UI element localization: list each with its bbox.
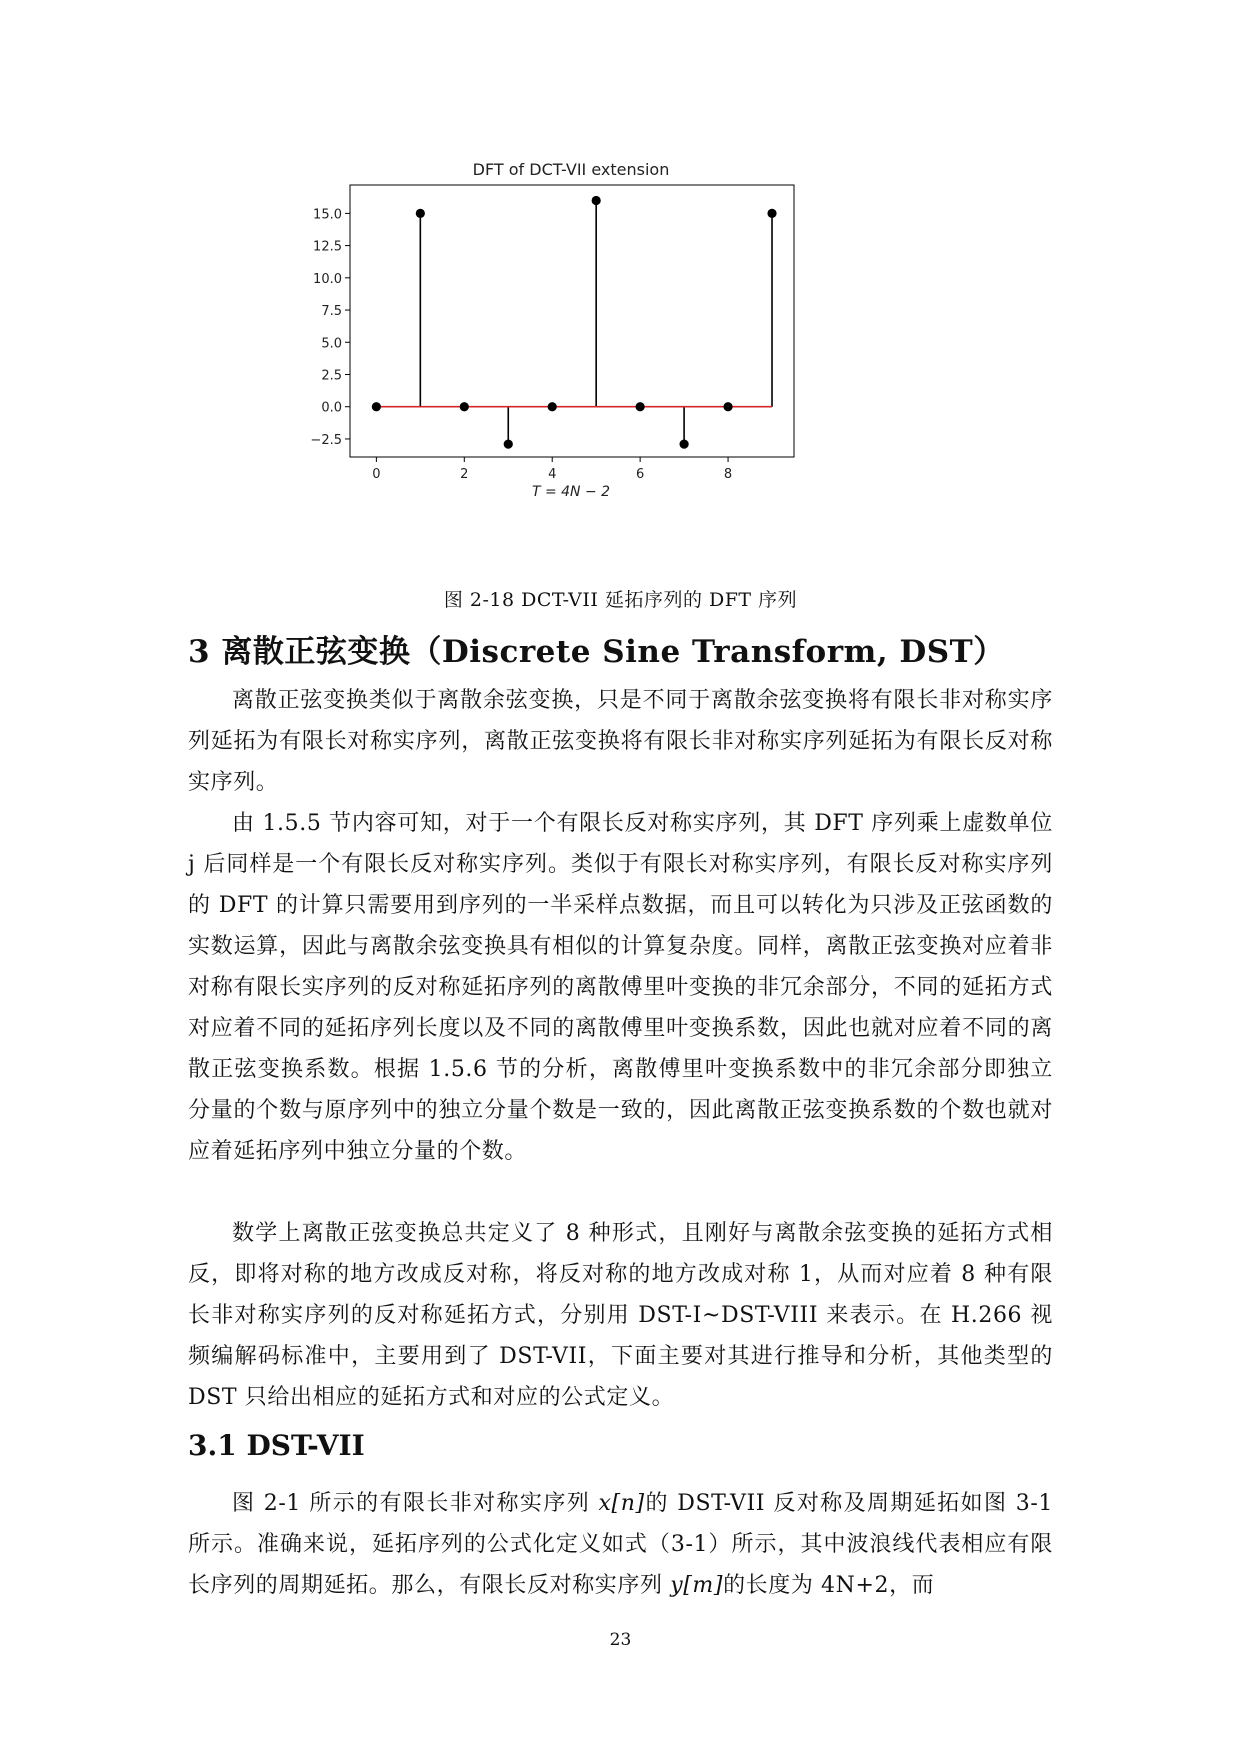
y-tick-label: 7.5 (321, 304, 342, 320)
x-tick-label: 0 (372, 467, 381, 482)
paragraph-3: 数学上离散正弦变换总共定义了 8 种形式，且刚好与离散余弦变换的延拓方式相反，即将对称的地方改成反对称，将反对称的地方改成对称 1，从而对应着 8 种有限长非对称实序列的反对称延拓方式，分别用 DST-I~DST-VIII 来表示。在 H.266 视频编解码标准中，主要用到了 DST-VII，下面主要对其进行推导和分析，其他类型的 DST 只给出相应的延拓方式和对应的公式定义。 (188, 1221, 1053, 1410)
x-axis-label: T = 4N − 2 (531, 484, 611, 500)
y-tick-label: 5.0 (321, 336, 342, 352)
p4-text-c: 的 DST-VII 反对称及周期延拓如图 3-1 所示。准确来说，延拓序列的公式化定义如式（3-1）所示，其中波浪线代表相应有限长序列的周期延拓。那么，有限长反对称实序列 (188, 1491, 1053, 1598)
stem-marker (504, 440, 513, 449)
stem-chart (310, 155, 910, 575)
p4-text-a: 图 2-1 所示的有限长非对称实序列 (232, 1491, 599, 1516)
stem-marker (592, 196, 601, 205)
stem-marker (372, 402, 381, 411)
paragraph-2: 由 1.5.5 节内容可知，对于一个有限长反对称实序列，其 DFT 序列乘上虚数单位 j 后同样是一个有限长反对称实序列。类似于有限长对称实序列，有限长反对称实序列的 DFT 的计算只需要用到序列的一半采样点数据，而且可以转化为只涉及正弦函数的实数运算，因此与离散余弦变换具有相似的计算复杂度。同样，离散正弦变换对应着非对称有限长实序列的反对称延拓序列的离散傅里叶变换的非冗余部分，不同的延拓方式对应着不同的延拓序列长度以及不同的离散傅里叶变换系数，因此也就对应着不同的离散正弦变换系数。根据 1.5.6 节的分析，离散傅里叶变换系数中的非冗余部分即独立分量的个数与原序列中的独立分量个数是一致的，因此离散正弦变换系数的个数也就对应着延拓序列中独立分量的个数。 (188, 811, 1053, 1164)
x-tick-label: 4 (548, 467, 557, 482)
stem-marker (636, 402, 645, 411)
y-tick-label: 0.0 (321, 400, 342, 416)
page-number: 23 (609, 1630, 632, 1650)
stem-marker (679, 440, 688, 449)
paragraph-1: 离散正弦变换类似于离散余弦变换，只是不同于离散余弦变换将有限长非对称实序列延拓为有限长对称实序列，离散正弦变换将有限长非对称实序列延拓为有限长反对称实序列。 (188, 688, 1053, 795)
plot-frame (350, 185, 794, 457)
p4-text-e: 的长度为 4N+2，而 (723, 1573, 935, 1598)
figure-caption: 图 2-18 DCT-VII 延拓序列的 DFT 序列 (443, 589, 798, 611)
p4-symbol-x: x[n] (598, 1491, 645, 1516)
stem-marker (460, 402, 469, 411)
y-tick-label: 10.0 (313, 271, 342, 287)
y-tick-label: −2.5 (310, 432, 342, 448)
chart-title: DFT of DCT-VII extension (472, 160, 670, 179)
x-tick-label: 2 (460, 467, 469, 482)
stem-marker (767, 209, 776, 218)
section-title: 3 离散正弦变换（Discrete Sine Transform, DST） (188, 634, 1005, 670)
paragraph-4 (188, 1483, 1053, 1606)
x-tick-label: 6 (635, 467, 645, 482)
stem-marker (416, 209, 425, 218)
subsection-title: 3.1 DST-VII (188, 1429, 365, 1462)
y-tick-label: 15.0 (313, 207, 342, 223)
stem-marker (723, 402, 732, 411)
y-tick-label: 2.5 (321, 368, 342, 384)
y-tick-label: 12.5 (313, 239, 342, 255)
stem-marker (548, 402, 557, 411)
x-tick-label: 8 (723, 467, 733, 482)
p4-symbol-y: y[m] (670, 1573, 724, 1598)
